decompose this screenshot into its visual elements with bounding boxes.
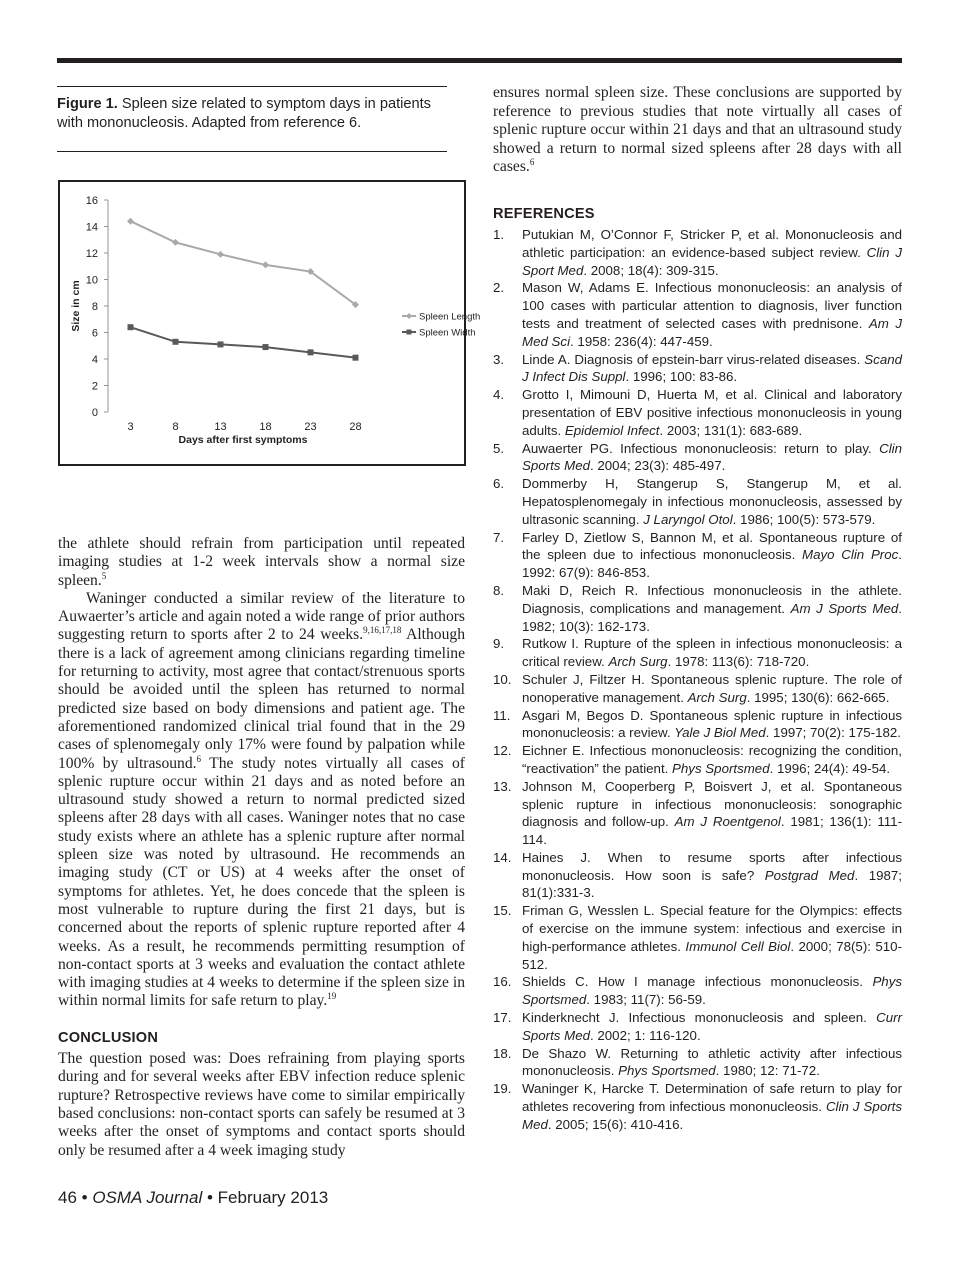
reference-number: 19.	[493, 1081, 512, 1097]
figure-caption	[57, 86, 447, 152]
reference-item	[493, 707, 902, 743]
legend-marker	[407, 330, 412, 335]
reference-number: 5.	[493, 440, 505, 456]
data-point	[127, 218, 134, 225]
reference-text: Grotto I, Mimouni D, Huerta M, et al. Clinical and laboratory presentation of EBV positive infectious mononucleosis in young adults. Epidemiol Infect. 2003; 131(1): 683-689.	[522, 387, 902, 438]
x-tick-label: 18	[259, 421, 272, 433]
reference-item	[493, 279, 902, 350]
reference-item	[493, 635, 902, 671]
reference-journal: Am J Roentgenol	[674, 814, 781, 830]
y-tick-label: 8	[91, 301, 98, 313]
figure-label: Figure 1.	[57, 96, 118, 112]
reference-number: 14.	[493, 849, 512, 865]
data-point	[173, 339, 179, 345]
reference-journal: Scand J Infect Dis Suppl	[522, 351, 902, 385]
figure-chart-frame	[58, 180, 481, 466]
reference-text: Mason W, Adams E. Infectious mononucleosis: an analysis of 100 cases with particular attention to diagnosis, liver function tests and treatment of selected cases with prednisone. Am J Med Sci. 1958: 236(4): 447-459.	[522, 280, 902, 349]
y-tick-label: 0	[91, 407, 98, 419]
reference-journal: Phys Sportsmed	[672, 760, 770, 776]
x-tick-label: 3	[127, 421, 134, 433]
y-tick-label: 14	[85, 221, 98, 234]
reference-journal: Arch Surg	[608, 654, 668, 670]
x-axis-label: Days after first symptoms	[178, 434, 308, 446]
reference-item	[493, 1080, 902, 1133]
figure-caption-line1: Spleen size related to symptom days in patients	[121, 96, 431, 112]
reference-text: Friman G, Wesslen L. Special feature for the Olympics: effects of exercise on the immune system: infectious and exercise in high-performance athletes. Immunol Cell Biol. 2000; 78(5): 510-512.	[522, 903, 902, 972]
reference-text: Linde A. Diagnosis of epstein-barr virus-related diseases. Scand J Infect Dis Suppl. 1996; 100: 83-86.	[522, 351, 902, 385]
journal-name: OSMA Journal	[92, 1188, 203, 1207]
reference-item	[493, 1009, 902, 1045]
reference-number: 6.	[493, 476, 505, 492]
data-point	[128, 324, 134, 330]
reference-number: 16.	[493, 974, 512, 990]
reference-text: Shields C. How I manage infectious mononucleosis. Phys Sportsmed. 1983; 11(7): 56-59.	[522, 974, 902, 1008]
reference-item	[493, 386, 902, 439]
paragraph-2: Waninger conducted a similar review of the literature to Auwaerter’s article and again noted a wide range of prior authors suggesting return to sports after 2 to 24 weeks.$^{9,16,17,18}$ Although there is a lack of agreement among clinicians regarding timeline for returning to activity, most agree that contact/strenuous sports should be avoided until the spleen has returned to normal predicted size based on body dimensions and patient age. The aforementioned randomized clinical trial found that in the 29 cases of splenomegaly only 17% were found by palpation while 100% by ultrasound.$^6$ The study notes virtually all cases of splenic rupture occur within 21 days and as noted before an ultrasound study showed a return to normal predicted sized spleens after 28 days with all cases. Waninger notes that no case study exists where an athlete has a splenic rupture after normal spleen size was noted by ultrasound. He recommends an imaging study (CT or US) at 4 weeks after the onset of symptoms for athletes. Yet, he does concede that the spleen is most vulnerable to rupture during the first 21 days, but is concerned about the reports of splenic rupture reported after 4 weeks. As a result, he recommends permitting resumption of non-contact sports at 3 weeks and evaluation the contact athlete with imaging studies at 4 weeks to determine if the spleen size in within normal limits for safe return to play.$^{19}$	[58, 589, 465, 1010]
reference-item	[493, 475, 902, 528]
reference-journal: Clin Sports Med	[522, 440, 902, 474]
reference-journal: Arch Surg	[687, 689, 747, 705]
reference-text: De Shazo W. Returning to athletic activity after infectious mononucleosis. Phys Sportsmed. 1980; 12: 71-72.	[522, 1045, 902, 1079]
data-point	[218, 341, 224, 347]
legend-label: Spleen Length	[419, 311, 481, 323]
data-point	[172, 239, 179, 246]
reference-journal: J Laryngol Otol	[643, 511, 733, 527]
reference-item	[493, 671, 902, 707]
reference-item	[493, 973, 902, 1009]
y-tick-label: 4	[91, 354, 98, 366]
reference-text: Waninger K, Harcke T. Determination of safe return to play for athletes recovering from infectious mononucleosis. Clin J Sports Med. 2005; 15(6): 410-416.	[522, 1081, 902, 1132]
reference-number: 9.	[493, 636, 505, 652]
reference-text: Rutkow I. Rupture of the spleen in infectious mononucleosis: a critical review. Arch Surg. 1978: 113(6): 718-720.	[522, 636, 902, 670]
reference-text: Putukian M, O’Connor F, Stricker P, et al. Mononucleosis and athletic participation: an evidence-based subject review. Clin J Sport Med. 2008; 18(4): 309-315.	[522, 227, 902, 278]
y-tick-label: 6	[91, 327, 98, 340]
conclusion-paragraph: The question posed was: Does refraining from playing sports during and for several weeks after EBV infection reduce splenic rupture? Retrospective reviews have come to similar empirically based conclusions: non-contact sports can safely be resumed at 3 weeks after the onset of symptoms and contact sports should only be resumed after a 4 week imaging study	[58, 1050, 465, 1159]
reference-text: Haines J. When to resume sports after infectious mononucleosis. How soon is safe? Postgrad Med. 1987; 81(1):331-3.	[522, 849, 902, 901]
reference-number: 4.	[493, 387, 505, 403]
reference-item	[493, 582, 902, 635]
y-tick-label: 2	[91, 380, 98, 393]
x-tick-label: 13	[214, 421, 227, 433]
reference-journal: Clin J Sports Med	[522, 1099, 902, 1132]
reference-text: Kinderknecht J. Infectious mononucleosis and spleen. Curr Sports Med. 2002; 1: 116-120.	[522, 1010, 902, 1043]
y-tick-label: 12	[85, 248, 98, 260]
reference-number: 12.	[493, 743, 512, 759]
reference-item	[493, 226, 902, 279]
x-tick-label: 8	[172, 421, 179, 433]
reference-text: Schuler J, Filtzer H. Spontaneous splenic rupture. The role of nonoperative management. Arch Surg. 1995; 130(6): 662-665.	[522, 671, 902, 705]
reference-journal: Clin J Sport Med	[522, 244, 902, 278]
y-axis-label: Size in cm	[70, 280, 82, 332]
reference-number: 1.	[493, 227, 505, 242]
reference-item	[493, 849, 902, 902]
reference-item	[493, 1045, 902, 1081]
reference-number: 7.	[493, 529, 505, 545]
reference-text: Auwaerter PG. Infectious mononucleosis: return to play. Clin Sports Med. 2004; 23(3): 485-497.	[522, 440, 902, 474]
x-tick-label: 23	[304, 421, 317, 433]
reference-text: Asgari M, Begos D. Spontaneous splenic rupture in infectious mononucleosis: a review. Yale J Biol Med. 1997; 70(2): 175-182.	[522, 707, 902, 741]
paragraph-1: the athlete should refrain from participation until repeated imaging studies at 1-2 week intervals show a normal size spleen.$^5$	[58, 535, 465, 589]
reference-journal: Phys Sportsmed	[618, 1063, 716, 1079]
reference-number: 3.	[493, 351, 505, 367]
reference-journal: Am J Sports Med	[790, 600, 899, 616]
reference-journal: Epidemiol Infect	[564, 422, 660, 438]
y-tick-label: 10	[85, 274, 98, 287]
issue-date: February 2013	[217, 1188, 329, 1207]
reference-number: 8.	[493, 582, 505, 598]
y-tick-label: 16	[85, 195, 98, 207]
reference-number: 10.	[493, 671, 512, 687]
x-tick-label: 28	[349, 421, 362, 433]
reference-text: Johnson M, Cooperberg P, Boisvert J, et al. Spontaneous splenic rupture in infectious mononucleosis: sonographic diagnosis and follow-up. Am J Roentgenol. 1981; 136(1): 111-114.	[522, 778, 903, 848]
figure-caption-line2: with mononucleosis. Adapted from reference 6.	[57, 115, 362, 131]
data-point	[217, 251, 224, 258]
page-footer: 46 • OSMA Journal • February 2013	[58, 1188, 329, 1207]
reference-item	[493, 351, 902, 387]
reference-item	[493, 529, 902, 582]
reference-item	[493, 902, 902, 973]
reference-number: 13.	[493, 778, 512, 794]
reference-item	[493, 440, 902, 476]
reference-journal: Immunol Cell Biol	[685, 938, 791, 954]
data-point	[353, 355, 359, 361]
spleen-size-chart	[60, 182, 481, 464]
reference-item	[493, 742, 902, 778]
left-column	[58, 535, 465, 1160]
reference-journal: Phys Sportsmed	[522, 974, 902, 1008]
reference-item	[493, 778, 902, 849]
reference-journal: Am J Med Sci	[522, 315, 902, 349]
reference-number: 2.	[493, 280, 505, 296]
reference-text: Farley D, Zietlow S, Bannon M, et al. Spontaneous rupture of the spleen due to infectious mononucleosis. Mayo Clin Proc. 1992: 67(9): 846-853.	[522, 529, 902, 581]
data-point	[263, 344, 269, 350]
right-column-continuation: ensures normal spleen size. These conclusions are supported by reference to previous studies that note virtually all cases of splenic rupture occur within 21 days and that an ultrasound study showed a return to normal sized spleens after 28 days with all cases.$^6$	[493, 84, 902, 176]
series-line-spleen-length	[131, 221, 356, 304]
reference-text: Eichner E. Infectious mononucleosis: recognizing the condition, “reactivation” the patient. Phys Sportsmed. 1996; 24(4): 49-54.	[522, 743, 902, 776]
reference-text: Dommerby H, Stangerup S, Stangerup M, et al. Hepatosplenomegaly in infectious mononucleosis, assessed by ultrasonic scanning. J Laryngol Otol. 1986; 100(5): 573-579.	[522, 476, 902, 527]
series-line-spleen-width	[131, 327, 356, 357]
reference-journal: Curr Sports Med	[522, 1010, 902, 1043]
page-number: 46	[58, 1188, 77, 1207]
reference-journal: Yale J Biol Med	[674, 725, 766, 741]
top-rule	[57, 58, 902, 63]
references-list	[493, 226, 902, 1134]
reference-number: 18.	[493, 1045, 512, 1061]
legend-label: Spleen Width	[419, 327, 476, 339]
reference-journal: Postgrad Med	[764, 867, 855, 883]
reference-number: 17.	[493, 1010, 512, 1026]
conclusion-heading: CONCLUSION	[58, 1029, 159, 1046]
reference-text: Maki D, Reich R. Infectious mononucleosis in the athlete. Diagnosis, complications and management. Am J Sports Med. 1982; 10(3): 162-173.	[522, 582, 902, 634]
data-point	[308, 349, 314, 355]
reference-number: 15.	[493, 903, 512, 919]
references-heading: REFERENCES	[493, 206, 595, 222]
reference-number: 11.	[493, 707, 511, 723]
data-point	[262, 261, 269, 268]
reference-journal: Mayo Clin Proc	[802, 547, 899, 563]
legend-marker	[406, 313, 412, 319]
